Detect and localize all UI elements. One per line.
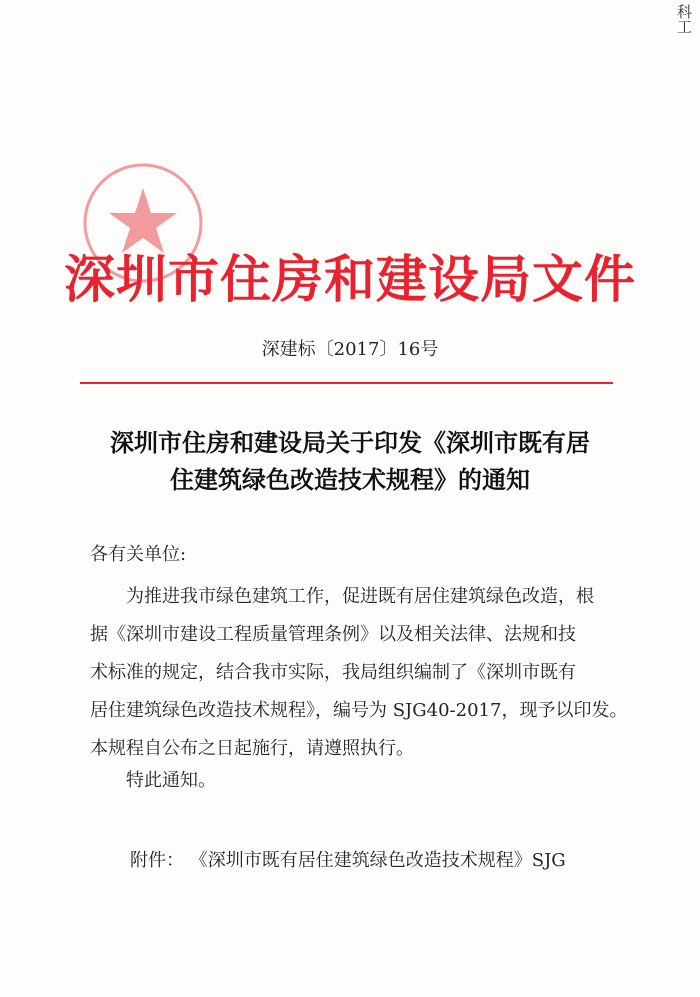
attachment-text: 《深圳市既有居住建筑绿色改造技术规程》SJG [189,850,566,871]
body-line: 本规程自公布之日起施行，请遵照执行。 [90,738,414,759]
document-number: 深建标〔2017〕16号 [261,339,439,360]
handwritten-corner-note: 科工 [675,4,693,34]
masthead-title: 深圳市住房和建设局文件 [63,250,636,310]
notice-title-line-1: 深圳市住房和建设局关于印发《深圳市既有居 [110,428,590,457]
attachment-label: 附件： [130,850,184,871]
salutation: 各有关单位: [90,544,187,565]
body-line: 据《深圳市建设工程质量管理条例》以及相关法律、法规和技 [90,624,576,645]
attachment-line [130,846,566,872]
body-paragraph [90,578,635,768]
body-line: 居住建筑绿色改造技术规程》，编号为 SJG40-2017，现予以印发。 [90,700,628,721]
red-divider [80,382,613,384]
body-line: 为推进我市绿色建筑工作，促进既有居住建筑绿色改造，根 [90,586,594,607]
body-line: 术标准的规定，结合我市实际，我局组织编制了《深圳市既有 [90,662,576,683]
closing-remark: 特此通知。 [126,770,216,791]
notice-title-line-2: 住建筑绿色改造技术规程》的通知 [170,465,530,494]
